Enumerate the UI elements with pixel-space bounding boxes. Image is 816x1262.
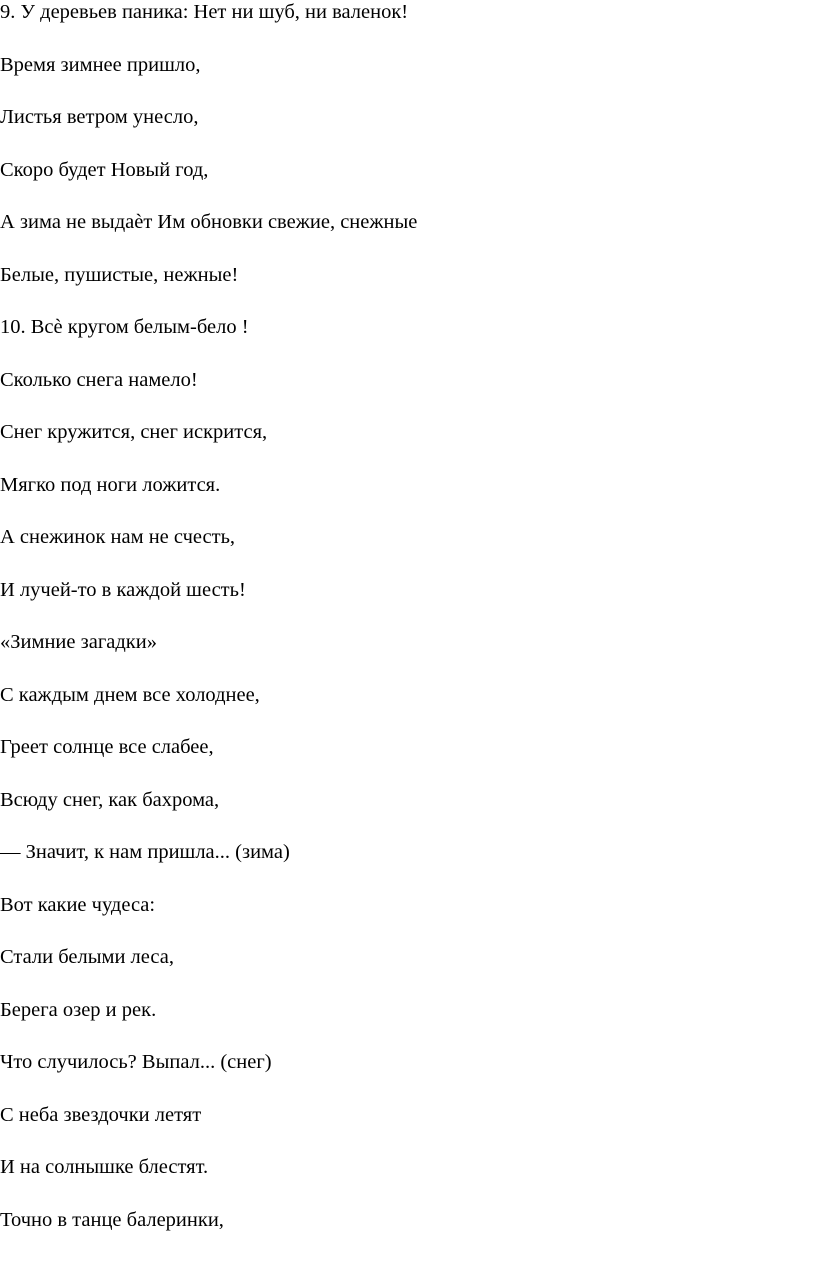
text-line: А снежинок нам не счесть, bbox=[0, 526, 236, 548]
text-line: С каждым днем все холоднее, bbox=[0, 683, 260, 706]
text-line: А зима не выдаѐт Им обновки свежие, снежные bbox=[0, 211, 418, 233]
text-line: И на солнышке блестят. bbox=[0, 1156, 209, 1178]
text-line: Скоро будет Новый год, bbox=[0, 158, 209, 181]
text-line: 10. Всѐ кругом белым-бело ! bbox=[0, 316, 249, 338]
text-line: Берега озер и рек. bbox=[0, 998, 157, 1021]
text-line: — Значит, к нам пришла... (зима) bbox=[0, 841, 290, 863]
text-line: 9. У деревьев паника: Нет ни шуб, ни валенок! bbox=[0, 1, 409, 23]
text-line: Время зимнее пришло, bbox=[0, 53, 201, 76]
text-line: Стали белыми леса, bbox=[0, 946, 174, 968]
text-line: С неба звездочки летят bbox=[0, 1103, 202, 1126]
text-line: И лучей-то в каждой шесть! bbox=[0, 578, 246, 601]
section-title: «Зимние загадки» bbox=[0, 631, 157, 653]
text-line: Точно в танце балеринки, bbox=[0, 1208, 224, 1231]
text-line: Что случилось? Выпал... (снег) bbox=[0, 1051, 272, 1073]
text-line: Всюду снег, как бахрома, bbox=[0, 788, 220, 811]
text-line: Листья ветром унесло, bbox=[0, 106, 199, 128]
text-line: Белые, пушистые, нежные! bbox=[0, 263, 239, 286]
text-line: Греет солнце все слабее, bbox=[0, 736, 214, 758]
text-line: Снег кружится, снег искрится, bbox=[0, 421, 268, 443]
text-line: Вот какие чудеса: bbox=[0, 893, 156, 916]
text-line: Мягко под ноги ложится. bbox=[0, 473, 221, 496]
text-line: Сколько снега намело! bbox=[0, 368, 198, 391]
